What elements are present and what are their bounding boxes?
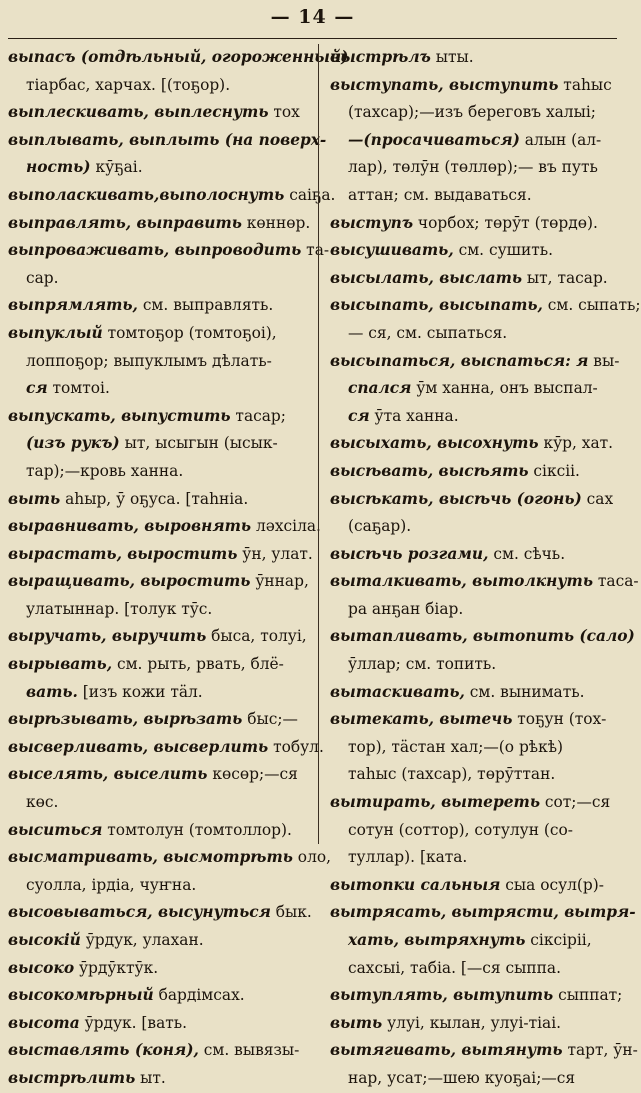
entry-translation: см. рыть, рвать, блё-: [112, 655, 284, 674]
entry-translation: ыт, ысыгын (ысык-: [119, 434, 278, 453]
entry-translation: бык.: [270, 903, 312, 922]
dictionary-line: [330, 651, 617, 679]
dictionary-line: [330, 679, 617, 707]
dictionary-line: [330, 541, 617, 569]
entry-translation: быс;—: [242, 710, 298, 729]
dictionary-line: [8, 513, 321, 541]
entry-translation: тарт, ӯн-: [562, 1041, 638, 1060]
dictionary-line: [330, 458, 617, 486]
entry-translation: томтоҕор (томтоҕоі),: [102, 323, 277, 342]
entry-headword: выплескивать, выплеснуть: [8, 103, 269, 122]
entry-headword: выручать, выручить: [8, 627, 207, 646]
entry-translation: алын (ал-: [519, 130, 602, 149]
entry-headword: выплывать, выплыть (на поверх-: [8, 130, 327, 149]
entry-translation: ыт.: [135, 1068, 166, 1087]
dictionary-line: [8, 982, 310, 1010]
entry-translation: кӯҕаі.: [90, 158, 143, 177]
entry-translation: сот;—ся: [539, 793, 611, 812]
dictionary-line: [330, 982, 623, 1010]
entry-translation: см. сыпать;: [542, 296, 641, 315]
dictionary-line: [330, 375, 617, 403]
dictionary-line: [8, 72, 310, 100]
entry-translation: см. вывязы-: [198, 1041, 300, 1060]
entry-translation: көс.: [26, 793, 59, 812]
entry-translation: көннөр.: [241, 213, 311, 232]
entry-headword: высѣкать, высѣчь (огонь): [330, 489, 582, 508]
entry-translation: [изъ кожи тӓл.: [77, 682, 203, 701]
entry-headword: (изъ рукъ): [26, 434, 120, 453]
entry-translation: бардімсах.: [153, 986, 245, 1005]
dictionary-line: [8, 210, 310, 238]
dictionary-line: [330, 955, 617, 983]
dictionary-line: [8, 486, 310, 514]
entry-headword: выступать, выступить: [330, 75, 559, 94]
dictionary-line: [330, 44, 617, 72]
dictionary-line: [330, 265, 617, 293]
page-number: — 14 —: [270, 6, 355, 28]
entry-translation: (тахсар);—изъ береговъ халыі;: [348, 103, 596, 122]
entry-headword: вытаскивать,: [330, 682, 465, 701]
entry-headword: вытуплять, вытупить: [330, 986, 554, 1005]
dictionary-line: [330, 430, 617, 458]
entry-translation: см. выправлять.: [137, 296, 274, 315]
dictionary-line: [8, 458, 310, 486]
entry-headword: высокомѣрный: [8, 986, 154, 1005]
dictionary-line: [330, 789, 617, 817]
dictionary-line: [8, 265, 310, 293]
entry-headword: высыпать, высыпать,: [330, 296, 543, 315]
dictionary-line: [330, 872, 617, 900]
dictionary-line: [330, 403, 617, 431]
dictionary-line: [8, 1010, 310, 1038]
entry-headword: выставлять (коня),: [8, 1041, 199, 1060]
entry-headword: высушивать,: [330, 241, 454, 260]
entry-translation: томтолун (томтоллор).: [102, 820, 292, 839]
entry-translation: ӯн, улат.: [237, 544, 313, 563]
entry-headword: вытапливать, вытопить (сало): [330, 627, 635, 646]
entry-translation: чорбох; төрӯт (төрдө).: [413, 213, 598, 232]
entry-translation: таса-: [593, 572, 639, 591]
entry-translation: улуі, кылан, улуі-тіаі.: [382, 1013, 562, 1032]
entry-headword: выполаскивать,выполоснуть: [8, 185, 285, 204]
dictionary-line: [330, 320, 617, 348]
dictionary-line: [8, 761, 310, 789]
entry-headword: выпускать, выпустить: [8, 406, 231, 425]
entry-translation: ыт, тасар.: [522, 268, 608, 287]
entry-headword: вырывать,: [8, 655, 113, 674]
entry-headword: выступъ: [330, 213, 414, 232]
dictionary-line: [8, 154, 310, 182]
dictionary-line: [330, 817, 617, 845]
entry-headword: выстрѣлъ: [330, 48, 431, 66]
entry-translation: сіксіріі,: [525, 931, 592, 949]
dictionary-line: [330, 844, 617, 872]
entry-headword: вытопки сальныя: [330, 875, 501, 894]
entry-translation: ӯрдӯктӯк.: [74, 958, 159, 977]
entry-translation: оло,: [292, 848, 331, 867]
entry-translation: лоппоҕор; выпуклымъ дѣлать-: [26, 351, 272, 370]
dictionary-line: [8, 375, 310, 403]
dictionary-line: [8, 844, 331, 872]
entry-headword: высыпаться, выспаться: я: [330, 351, 589, 370]
entry-translation: та-: [301, 241, 330, 260]
entry-headword: высота: [8, 1013, 80, 1032]
entry-translation: ыты.: [430, 48, 474, 66]
entry-headword: вырастать, выростить: [8, 544, 238, 563]
entry-headword: выситься: [8, 820, 103, 839]
dictionary-line: [8, 651, 310, 679]
entry-headword: выпуклый: [8, 323, 103, 342]
entry-translation: ӯта ханна.: [369, 406, 459, 425]
dictionary-line: [330, 734, 617, 762]
dictionary-line: [330, 596, 617, 624]
entry-headword: выращивать, выростить: [8, 572, 251, 591]
entry-translation: ӯрдук. [вать.: [79, 1013, 188, 1032]
left-column: [8, 44, 349, 1093]
entry-translation: сахсыі, табіа. [—ся сыппа.: [348, 958, 561, 977]
dictionary-line: [330, 513, 617, 541]
entry-translation: тор), тӓстан хал;—(о рѣкѣ): [348, 737, 563, 756]
dictionary-line: [8, 872, 310, 900]
entry-headword: выталкивать, вытолкнуть: [330, 572, 593, 591]
entry-translation: тар);—кровь ханна.: [26, 461, 184, 480]
entry-translation: ра анҕан біар.: [348, 599, 464, 618]
entry-headword: выравнивать, выровнять: [8, 517, 252, 536]
dictionary-line: [8, 541, 313, 569]
entry-headword: высыхать, высохнуть: [330, 434, 539, 453]
dictionary-line: [330, 927, 617, 955]
dictionary-line: [330, 1010, 617, 1038]
entry-translation: сар.: [26, 268, 59, 287]
dictionary-line: [330, 210, 617, 238]
entry-translation: ӯм ханна, онъ выспал-: [411, 379, 598, 398]
dictionary-line: [330, 99, 617, 127]
entry-translation: кӯр, хат.: [538, 434, 614, 453]
entry-translation: томтоі.: [47, 379, 110, 398]
entry-translation: аттан; см. выдаваться.: [348, 185, 532, 204]
entry-translation: вы-: [588, 351, 620, 370]
entry-headword: спался: [348, 379, 412, 398]
entry-headword: вырѣзывать, вырѣзать: [8, 710, 243, 729]
entry-translation: нар, усат;—шею куоҕаі;—ся: [348, 1068, 576, 1087]
entry-headword: вытягивать, вытянуть: [330, 1041, 563, 1060]
entry-headword: ся: [348, 406, 370, 425]
entry-translation: см. сѣчь.: [488, 544, 566, 563]
entry-translation: ӯрдук, улахан.: [80, 931, 204, 949]
right-column: [330, 44, 641, 1093]
dictionary-line: [330, 292, 641, 320]
dictionary-line: [8, 1037, 310, 1065]
dictionary-line: [330, 1037, 638, 1065]
entry-headword: высокій: [8, 931, 81, 949]
entry-headword: выселять, выселить: [8, 765, 208, 784]
dictionary-line: [330, 237, 617, 265]
entry-headword: хать, вытряхнуть: [348, 931, 526, 949]
dictionary-line: [330, 127, 617, 155]
entry-translation: быса, толуі,: [206, 627, 307, 646]
entry-translation: лар), төлӯн (төллөр);— въ путь: [348, 158, 598, 177]
entry-translation: — ся, см. сыпаться.: [348, 323, 508, 342]
entry-translation: тасар;: [230, 406, 286, 425]
entry-headword: выпроваживать, выпроводить: [8, 241, 302, 260]
dictionary-line: [330, 706, 617, 734]
entry-headword: выправлять, выправить: [8, 213, 242, 232]
entry-translation: көсөр;—ся: [207, 765, 298, 784]
entry-headword: высовываться, высунуться: [8, 903, 271, 922]
dictionary-line: [330, 72, 617, 100]
entry-headword: —(просачиваться): [348, 130, 520, 149]
dictionary-line: [8, 734, 324, 762]
dictionary-line: [8, 596, 310, 624]
dictionary-line: [8, 320, 310, 348]
dictionary-line: [8, 927, 310, 955]
dictionary-line: [330, 761, 617, 789]
entry-headword: выть: [8, 489, 61, 508]
entry-translation: ӯннар,: [250, 572, 309, 591]
dictionary-line: [330, 348, 620, 376]
entry-headword: выпасъ (отдѣльный, огороженный): [8, 48, 349, 66]
entry-headword: ность): [26, 158, 91, 177]
dictionary-line: [8, 237, 330, 265]
entry-translation: тіарбас, харчах. [(тоҕор).: [26, 75, 231, 94]
dictionary-line: [330, 623, 635, 651]
dictionary-line: [8, 292, 310, 320]
entry-translation: тобул.: [268, 737, 324, 756]
entry-translation: улатыннар. [толук тӯс.: [26, 599, 213, 618]
dictionary-line: [330, 182, 617, 210]
entry-translation: суолла, ірдіа, чуҥна.: [26, 875, 197, 894]
dictionary-line: [8, 817, 310, 845]
dictionary-line: [330, 486, 617, 514]
entry-translation: сыппат;: [553, 986, 623, 1005]
entry-translation: сах: [581, 489, 614, 508]
dictionary-line: [8, 99, 310, 127]
column-divider: [318, 44, 319, 844]
entry-headword: вать.: [26, 682, 78, 701]
entry-headword: выпрямлять,: [8, 296, 138, 315]
entry-headword: вытрясать, вытрясти, вытря-: [330, 903, 636, 922]
entry-translation: см. вынимать.: [464, 682, 585, 701]
entry-translation: см. сушить.: [453, 241, 553, 260]
dictionary-line: [8, 623, 310, 651]
entry-headword: высматривать, высмотрѣть: [8, 848, 293, 867]
entry-headword: высѣчь розгами,: [330, 544, 489, 563]
dictionary-line: [8, 789, 310, 817]
entry-headword: выстрѣлить: [8, 1068, 136, 1087]
dictionary-line: [8, 568, 310, 596]
dictionary-line: [8, 348, 310, 376]
dictionary-line: [8, 430, 310, 458]
entry-translation: таһыс (тахсар), төрӯттан.: [348, 765, 556, 784]
dictionary-line: [8, 44, 349, 72]
entry-translation: тоҕун (тох-: [512, 710, 607, 729]
dictionary-line: [8, 955, 310, 983]
entry-headword: ся: [26, 379, 48, 398]
dictionary-line: [8, 127, 327, 155]
header-rule: [8, 38, 617, 39]
entry-headword: высверливать, высверлить: [8, 737, 269, 756]
entry-translation: ӯллар; см. топить.: [348, 655, 497, 674]
entry-translation: аһыр, ӯ оҕуса. [таһніа.: [60, 489, 249, 508]
dictionary-line: [8, 679, 310, 707]
entry-translation: (саҕар).: [348, 517, 412, 536]
entry-translation: тох: [268, 103, 300, 122]
entry-translation: таһыс: [558, 75, 612, 94]
dictionary-line: [330, 899, 636, 927]
entry-headword: высоко: [8, 958, 75, 977]
entry-translation: ләхсіла.: [251, 517, 321, 536]
dictionary-line: [8, 403, 310, 431]
entry-translation: сіксіі.: [528, 461, 580, 480]
dictionary-line: [8, 899, 310, 927]
dictionary-line: [8, 182, 336, 210]
entry-headword: выть: [330, 1013, 383, 1032]
entry-translation: сотун (соттор), сотулун (со-: [348, 820, 573, 839]
dictionary-line: [330, 154, 617, 182]
entry-headword: вытирать, вытереть: [330, 793, 540, 812]
entry-headword: высѣвать, высѣять: [330, 461, 529, 480]
entry-headword: высылать, выслать: [330, 268, 523, 287]
entry-translation: саіҕа.: [284, 185, 336, 204]
entry-translation: сыа осул(р)-: [500, 875, 604, 894]
dictionary-line: [8, 1065, 310, 1093]
dictionary-line: [8, 706, 310, 734]
entry-headword: вытекать, вытечь: [330, 710, 513, 729]
dictionary-line: [330, 1065, 617, 1093]
dictionary-line: [330, 568, 639, 596]
entry-translation: туллар). [ката.: [348, 848, 468, 867]
